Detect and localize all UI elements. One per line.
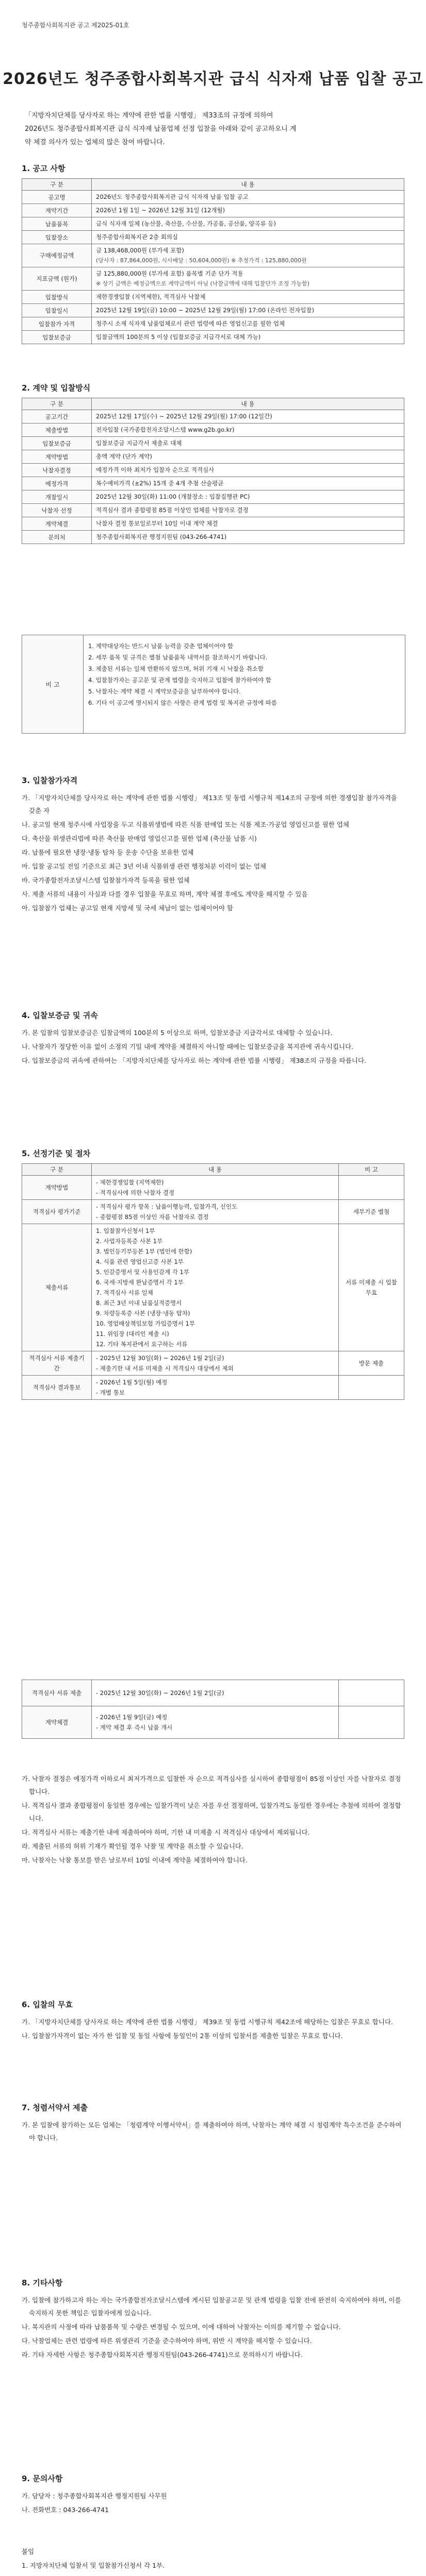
row-value <box>92 1176 339 1200</box>
row-line: - 2026년 1월 5일(월) 예정 <box>96 1379 168 1386</box>
row-label: 적격심사 결과통보 <box>22 1376 92 1400</box>
row-label: 낙찰자결정 <box>22 464 92 477</box>
table-row <box>22 304 404 317</box>
row-value: 예정가격 이하 최저가 입찰자 순으로 적격심사 <box>92 464 404 477</box>
table-row <box>22 477 404 490</box>
row-label: 적격심사 서류 제출기간 <box>22 1351 92 1376</box>
paragraph: 바. 국가종합전자조달시스템 입찰참가자격 등록을 필한 업체 <box>22 876 190 884</box>
table-row <box>22 1224 404 1351</box>
table-head-value: 내 용 <box>92 179 404 191</box>
section-title-6: 6. 입찰의 무효 <box>22 2000 73 2009</box>
attachments-label: 붙임 <box>22 2548 35 2555</box>
paragraph: 가. 입찰에 참가하고자 하는 자는 국가종합전자조달시스템에 게시된 입찰공고문 및 관계 법령을 입찰 전에 완전히 숙지하여야 하며, 이를 숙지하지 못한 책임은 입찰자에게 있습니다. <box>22 2296 401 2317</box>
paragraph: 다. 입찰보증금의 귀속에 관하여는 「지방자치단체를 당사자로 하는 계약에 관한 법률 시행령」 제38조의 규정을 따릅니다. <box>22 1057 367 1064</box>
table-row <box>22 517 404 531</box>
notice-table <box>22 178 404 344</box>
table-row <box>22 1176 404 1200</box>
row-label: 입찰일시 <box>22 304 92 317</box>
row-value <box>92 1351 339 1376</box>
row-line: - 2026년 1월 9일(금) 예정 <box>96 1714 168 1721</box>
table-row <box>22 410 404 423</box>
row-label: 개찰일시 <box>22 490 92 504</box>
row-value: 입찰보증금 지급각서 제출로 대체 <box>92 437 404 450</box>
intro <box>22 109 404 149</box>
row-note: 방문 제출 <box>339 1351 404 1376</box>
section-title-7: 7. 청렴서약서 제출 <box>22 2103 88 2112</box>
table-row <box>22 1351 404 1376</box>
paragraph: 라. 제출된 서류의 허위 기재가 확인될 경우 낙찰 및 계약을 취소할 수 있습니다. <box>22 1842 243 1850</box>
section-title-2: 2. 계약 및 입찰방식 <box>22 383 91 393</box>
table-row <box>22 244 404 267</box>
row-line: - 적격심사 평가 항목 : 납품이행능력, 입찰가격, 신인도 <box>96 1203 238 1210</box>
row-label: 계약기간 <box>22 204 92 217</box>
row-line: - 제출기한 내 서류 미제출 시 적격심사 대상에서 제외 <box>96 1365 234 1372</box>
row-value: 총액 계약 (단가 계약) <box>92 450 404 464</box>
table-row <box>22 490 404 504</box>
table-row <box>22 331 404 344</box>
row-value-sub: (당사자 : 87,864,000원, 식사배달 : 50,604,000원) ※ 추정가격 : 125,880,000원 <box>96 257 307 264</box>
row-label: 제출서류 <box>22 1224 92 1351</box>
row-value: 청주종합사회복지관 행정지원팀 (043-266-4741) <box>92 531 404 544</box>
section-5-notes <box>22 1772 404 1868</box>
row-value: 2025년 12월 17일(수) ~ 2025년 12월 29일(월) 17:00 (12일간) <box>92 410 404 423</box>
row-line: 12. 기타 복지관에서 요구하는 서류 <box>96 1341 188 1348</box>
row-label: 문의처 <box>22 531 92 544</box>
paragraph: 나. 공고일 현재 청주시에 사업장을 두고 식품위생법에 따른 식품 판매업 또는 식품 제조·가공업 영업신고를 필한 업체 <box>22 821 350 828</box>
table-row <box>22 1680 404 1706</box>
doc-number: 청주종합사회복지관 공고 제2025-01호 <box>22 22 129 29</box>
doc-title: 2026년도 청주종합사회복지관 급식 식자재 납품 입찰 공고 <box>3 70 423 88</box>
paragraph: 나. 적격심사 결과 종합평점이 동일한 경우에는 입찰가격이 낮은 자를 우선 결정하며, 입찰가격도 동일한 경우에는 추첨에 의하여 결정합니다. <box>22 1802 401 1822</box>
paragraph: 마. 입찰 공고일 전일 기준으로 최근 3년 이내 식품위생 관련 행정처분 이력이 없는 업체 <box>22 862 267 870</box>
paragraph: 가. 낙찰자 결정은 예정가격 이하로서 최저가격으로 입찰한 자 순으로 적격심사를 실시하여 종합평점이 85점 이상인 자를 낙찰자로 결정합니다. <box>22 1775 401 1795</box>
table-head-label: 구 분 <box>22 398 92 410</box>
row-line: 8. 최근 3년 이내 납품실적증명서 <box>96 1299 182 1307</box>
attachment-item: 1. 지방자치단체 입찰서 및 입찰참가신청서 각 1부. <box>22 2562 165 2569</box>
section-9-body <box>22 2489 404 2517</box>
table-row <box>22 531 404 544</box>
row-label: 계약방법 <box>22 450 92 464</box>
row-label: 구매예정금액 <box>22 244 92 267</box>
row-label: 적격심사 평가기준 <box>22 1200 92 1224</box>
schedule-table <box>22 1680 404 1739</box>
table-row <box>22 204 404 217</box>
row-line: - 2025년 12월 30일(화) ~ 2026년 1월 2일(금) <box>96 1354 224 1362</box>
row-line: - 개별 통보 <box>96 1389 125 1396</box>
row-value: 제한경쟁입찰 (지역제한), 적격심사 낙찰제 <box>92 291 404 304</box>
row-label: 예정가격 <box>22 477 92 490</box>
section-4-body <box>22 1026 404 1068</box>
section-title-8: 8. 기타사항 <box>22 2278 63 2287</box>
row-value: 2025년 12월 19일(금) 10:00 ~ 2025년 12월 29일(월) 17:00 (온라인 전자입찰) <box>92 304 404 317</box>
note-line: 4. 입찰참가자는 공고문 및 관계 법령을 숙지하고 입찰에 참가하여야 함 <box>88 676 271 684</box>
row-note: 세부기준 별첨 <box>339 1200 404 1224</box>
table-head-value: 내 용 <box>92 1164 339 1176</box>
table-row <box>22 450 404 464</box>
paragraph: 가. 「지방자치단체를 당사자로 하는 계약에 관한 법률 시행령」 제39조 및 동법 시행규칙 제42조에 해당하는 입찰은 무효로 합니다. <box>22 2018 394 2026</box>
table-row <box>22 423 404 437</box>
selection-table <box>22 1163 404 1400</box>
row-label: 제출방법 <box>22 423 92 437</box>
note-line: 6. 기타 이 공고에 명시되지 않은 사항은 관계 법령 및 복지관 규정에 따름 <box>88 699 277 706</box>
paragraph: 다. 낙찰업체는 관련 법령에 따른 위생관리 기준을 준수하여야 하며, 위반 시 계약을 해지할 수 있습니다. <box>22 2337 312 2345</box>
row-label: 입찰보증금 <box>22 331 92 344</box>
row-line: 3. 법인등기부등본 1부 (법인에 한함) <box>96 1248 192 1255</box>
row-value: 급식 식자재 일체 (농산물, 축산물, 수산물, 가공품, 공산품, 양곡류 등) <box>92 217 404 231</box>
table-row <box>22 504 404 517</box>
row-value <box>92 244 404 267</box>
paragraph: 아. 입찰참가 업체는 공고일 현재 지방세 및 국세 체납이 없는 업체이어야 함 <box>22 904 233 912</box>
row-note <box>339 1376 404 1400</box>
row-value: 2025년 12월 30일(화) 11:00 (개찰장소 : 입찰집행관 PC) <box>92 490 404 504</box>
row-line: 1. 입찰참가신청서 1부 <box>96 1227 155 1234</box>
row-label: 공고기간 <box>22 410 92 423</box>
paragraph: 가. 「지방자치단체를 당사자로 하는 계약에 관한 법률 시행령」 제13조 및 동법 시행규칙 제14조의 규정에 의한 경쟁입찰 참가자격을 갖춘 자 <box>22 794 398 815</box>
row-value <box>92 1200 339 1224</box>
row-note <box>339 1680 404 1706</box>
table-head-label: 구 분 <box>22 179 92 191</box>
intro-line: 「지방자치단체를 당사자로 하는 계약에 관한 법률 시행령」 제33조의 규정에 의하여 <box>25 112 273 120</box>
table-head-label: 구 분 <box>22 1164 92 1176</box>
row-value: 2026년도 청주종합사회복지관 급식 식자재 납품 입찰 공고 <box>92 191 404 204</box>
notes-label: 비 고 <box>22 635 84 733</box>
row-note <box>339 1176 404 1200</box>
table-row <box>22 191 404 204</box>
row-line: - 계약 체결 후 즉시 납품 개시 <box>96 1724 173 1731</box>
section-title-4: 4. 입찰보증금 및 귀속 <box>22 1011 98 1020</box>
section-8-body <box>22 2294 404 2362</box>
notes-box <box>22 635 405 734</box>
table-row <box>22 437 404 450</box>
row-value <box>92 1680 339 1706</box>
row-value: 복수예비가격 (±2%) 15개 중 4개 추첨 산술평균 <box>92 477 404 490</box>
row-note <box>339 1706 404 1739</box>
row-value-main: 금 125,880,000원 (부가세 포함) 품목별 기준 단가 적용 <box>96 270 243 277</box>
table-row <box>22 464 404 477</box>
row-line: 2. 사업자등록증 사본 1부 <box>96 1238 163 1245</box>
table-row <box>22 317 404 331</box>
attachment-item <box>22 2573 404 2576</box>
row-label: 입찰참가 자격 <box>22 317 92 331</box>
section-title-3: 3. 입찰참가자격 <box>22 776 78 785</box>
note-line: 2. 세부 품목 및 규격은 별첨 납품품목 내역서를 참조하시기 바랍니다. <box>88 654 268 661</box>
intro-line: 약 체결 의사가 있는 업체의 많은 참여 바랍니다. <box>25 139 165 146</box>
paragraph: 라. 기타 자세한 사항은 청주종합사회복지관 행정지원팀(043-266-4741)으로 문의하시기 바랍니다. <box>22 2351 303 2359</box>
row-value: 낙찰자 결정 통보일로부터 10일 이내 계약 체결 <box>92 517 404 531</box>
row-value: 입찰금액의 100분의 5 이상 (입찰보증금 지급각서로 대체 가능) <box>92 331 404 344</box>
row-line: 4. 식품 관련 영업신고증 사본 1부 <box>96 1258 184 1265</box>
row-line: 7. 적격심사 서류 일체 <box>96 1289 153 1296</box>
table-row <box>22 1706 404 1739</box>
row-line: 10. 영업배상책임보험 가입증명서 1부 <box>96 1320 195 1327</box>
row-line: 9. 차량등록증 사본 (냉장·냉동 탑차) <box>96 1310 190 1317</box>
row-value: 청주시 소재 식자재 납품업체로서 관련 법령에 따른 영업신고를 필한 업체 <box>92 317 404 331</box>
row-line: 5. 인감증명서 및 사용인감계 각 1부 <box>96 1268 189 1276</box>
row-value: 2026년 1월 1일 ~ 2026년 12월 31일 (12개월) <box>92 204 404 217</box>
paragraph: 나. 복지관의 사정에 따라 납품품목 및 수량은 변경될 수 있으며, 이에 대하여 낙찰자는 이의를 제기할 수 없습니다. <box>22 2323 341 2331</box>
paragraph: 다. 축산물 위생관리법에 따른 축산물 판매업 영업신고를 필한 업체 (축산물 납품 시) <box>22 835 257 842</box>
row-line: 6. 국세·지방세 완납증명서 각 1부 <box>96 1279 184 1286</box>
section-title-1: 1. 공고 사항 <box>22 164 65 173</box>
section-6-body <box>22 2015 404 2043</box>
section-3-body <box>22 791 404 916</box>
paragraph: 나. 낙찰자가 정당한 이유 없이 소정의 기일 내에 계약을 체결하지 아니할 때에는 입찰보증금을 복지관에 귀속시킵니다. <box>22 1043 354 1050</box>
row-value <box>92 1376 339 1400</box>
note-line: 5. 낙찰자는 계약 체결 시 계약보증금을 납부하여야 합니다. <box>88 688 241 695</box>
row-label: 지표금액 (원가) <box>22 267 92 291</box>
row-label: 입찰장소 <box>22 231 92 244</box>
paragraph: 가. 본 입찰의 입찰보증금은 입찰금액의 100분의 5 이상으로 하며, 입찰보증금 지급각서로 대체할 수 있습니다. <box>22 1029 333 1037</box>
paragraph: 나. 전화번호 : 043-266-4741 <box>22 2506 109 2514</box>
table-row <box>22 1200 404 1224</box>
row-label: 납품품목 <box>22 217 92 231</box>
paragraph: 라. 납품에 필요한 냉장·냉동 탑차 등 운송 수단을 보유한 업체 <box>22 849 194 856</box>
contract-table <box>22 398 404 544</box>
row-value <box>92 1706 339 1739</box>
row-line: 11. 위임장 (대리인 제출 시) <box>96 1330 169 1337</box>
row-value <box>92 1224 339 1351</box>
row-line: - 2025년 12월 30일(화) ~ 2026년 1월 2일(금) <box>96 1689 224 1697</box>
paragraph: 다. 적격심사 서류는 제출기한 내에 제출하여야 하며, 기한 내 미제출 시 적격심사 대상에서 제외됩니다. <box>22 1828 310 1836</box>
note-line: 1. 계약대상자는 반드시 납품 능력을 갖춘 업체이어야 함 <box>88 642 233 650</box>
paragraph: 가. 본 입찰에 참가하는 모든 업체는 「청렴계약 이행서약서」를 제출하여야 하며, 낙찰자는 계약 체결 시 청렴계약 특수조건을 준수하여야 합니다. <box>22 2121 402 2142</box>
row-label: 계약체결 <box>22 1706 92 1739</box>
row-value: 청주종합사회복지관 2층 회의실 <box>92 231 404 244</box>
row-label: 입찰방식 <box>22 291 92 304</box>
paragraph: 가. 담당자 : 청주종합사회복지관 행정지원팀 사무원 <box>22 2492 167 2500</box>
table-head-note: 비 고 <box>339 1164 404 1176</box>
row-label: 계약방법 <box>22 1176 92 1200</box>
row-value: 전자입찰 (국가종합전자조달시스템 www.g2b.go.kr) <box>92 423 404 437</box>
paragraph: 나. 입찰참가자격이 없는 자가 한 입찰 및 동일 사항에 동일인이 2통 이상의 입찰서를 제출한 입찰은 무효로 합니다. <box>22 2032 343 2040</box>
row-value <box>92 267 404 291</box>
row-label: 적격심사 서류 제출 <box>22 1680 92 1706</box>
row-label: 공고명 <box>22 191 92 204</box>
note-line: 3. 제출된 서류는 일체 반환하지 않으며, 허위 기재 시 낙찰을 취소함 <box>88 665 264 672</box>
paragraph: 사. 제출 서류의 내용이 사실과 다를 경우 입찰을 무효로 하며, 계약 체결 후에도 계약을 해지할 수 있음 <box>22 890 308 898</box>
section-7-body <box>22 2119 404 2145</box>
intro-line: 2026년도 청주종합사회복지관 급식 식자재 납품업체 선정 입찰을 아래와 같이 공고하오니 계 <box>25 125 297 133</box>
row-label: 계약체결 <box>22 517 92 531</box>
table-row <box>22 267 404 291</box>
table-row <box>22 217 404 231</box>
row-value-main: 금 138,468,000원 (부가세 포함) <box>96 247 184 254</box>
table-row <box>22 231 404 244</box>
section-title-5: 5. 선정기준 및 절차 <box>22 1149 91 1158</box>
table-head-value: 내 용 <box>92 398 404 410</box>
table-row <box>22 1376 404 1400</box>
row-line: - 적격심사에 의한 낙찰자 결정 <box>96 1189 175 1196</box>
paragraph: 마. 낙찰자는 낙찰 통보를 받은 날로부터 10일 이내에 계약을 체결하여야 합니다. <box>22 1856 248 1864</box>
row-line: - 제한경쟁입찰 (지역제한) <box>96 1179 164 1186</box>
attachments <box>22 2545 404 2576</box>
table-row <box>22 291 404 304</box>
row-note: 서류 미제출 시 입찰 무효 <box>339 1224 404 1351</box>
section-title-9: 9. 문의사항 <box>22 2474 63 2483</box>
row-value-sub: ※ 상기 금액은 예정금액으로 계약금액이 아님 (낙찰금액에 대해 입찰단가 조정 가능함) <box>96 280 310 287</box>
row-label: 입찰보증금 <box>22 437 92 450</box>
row-label: 낙찰자 선정 <box>22 504 92 517</box>
row-line: - 종합평점 85점 이상인 자를 낙찰자로 결정 <box>96 1213 209 1221</box>
row-value: 적격심사 결과 종합평점 85점 이상인 업체를 낙찰자로 결정 <box>92 504 404 517</box>
